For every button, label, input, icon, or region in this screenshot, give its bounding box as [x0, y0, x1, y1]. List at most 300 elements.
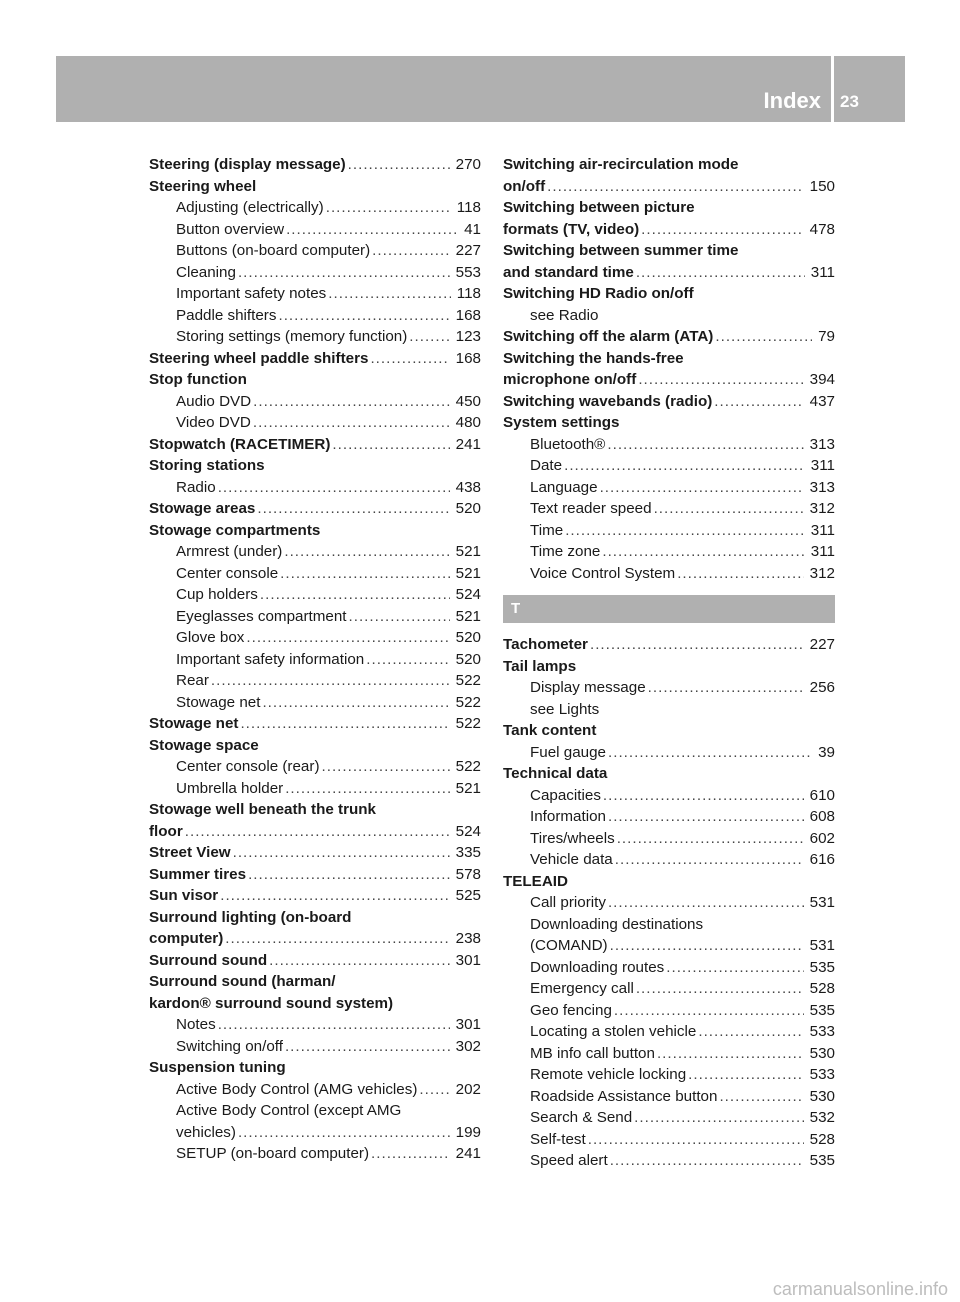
- page-ref: 450: [455, 392, 481, 410]
- dot-leader: [364, 649, 449, 671]
- index-group-t: [503, 634, 835, 1172]
- page-ref: 528: [809, 1130, 835, 1148]
- index-entry: [503, 720, 835, 742]
- index-term: Tachometer: [503, 636, 588, 653]
- index-entry: [503, 348, 835, 370]
- index-entry: [149, 477, 481, 499]
- index-entry: [149, 778, 481, 800]
- index-term: Fuel gauge: [530, 743, 606, 761]
- index-term: Stowage space: [149, 736, 259, 754]
- dot-leader: [284, 219, 458, 241]
- page-ref: 520: [455, 650, 481, 668]
- dot-leader: [636, 369, 803, 391]
- dot-leader: [608, 935, 804, 957]
- index-term: Summer tires: [149, 865, 247, 883]
- dot-leader: [283, 778, 449, 800]
- page-ref: 313: [809, 435, 835, 453]
- index-entry: [503, 1150, 835, 1172]
- index-entry: [503, 1064, 835, 1086]
- index-entry: [149, 1057, 481, 1079]
- dot-leader: [712, 391, 803, 413]
- index-entry: [503, 176, 835, 198]
- index-term: Downloading destinations: [530, 915, 704, 933]
- index-entry: [503, 455, 835, 477]
- index-term: Notes: [176, 1016, 216, 1033]
- page-ref: 610: [809, 786, 835, 804]
- index-entry: [149, 541, 481, 563]
- index-term: Time zone: [530, 543, 601, 560]
- index-term: System settings: [503, 414, 620, 431]
- page-ref: 311: [810, 263, 835, 281]
- page-ref: 608: [809, 808, 835, 825]
- page-ref: 578: [455, 865, 481, 883]
- page-ref: 521: [455, 564, 481, 582]
- index-entry: [503, 1021, 835, 1043]
- page-ref: 302: [455, 1037, 481, 1055]
- page-ref: 535: [809, 1152, 835, 1169]
- dot-leader: [615, 828, 804, 850]
- index-term: Geo fencing: [530, 1001, 612, 1019]
- page-ref: 522: [455, 693, 481, 711]
- page-ref: 312: [809, 564, 835, 582]
- index-entry: [503, 369, 835, 391]
- index-term: Center console (rear): [176, 758, 320, 775]
- page-ref: 530: [809, 1087, 835, 1105]
- dot-leader: [717, 1086, 803, 1108]
- dot-leader: [586, 1129, 804, 1151]
- index-entry: [149, 1122, 481, 1144]
- index-entry: [149, 1143, 481, 1165]
- index-entry: [149, 606, 481, 628]
- index-entry: [503, 634, 835, 656]
- index-term: Downloading routes: [530, 958, 665, 976]
- index-entry: [503, 197, 835, 219]
- dot-leader: [588, 634, 804, 656]
- index-term: Date: [530, 457, 563, 474]
- index-term: (COMAND): [530, 937, 608, 954]
- dot-leader: [246, 864, 450, 886]
- page-ref: 480: [455, 414, 481, 431]
- dot-leader: [613, 849, 804, 871]
- page-ref: 522: [455, 672, 481, 689]
- dot-leader: [368, 348, 449, 370]
- index-entry: [503, 849, 835, 871]
- index-term: Tank content: [503, 722, 597, 739]
- index-entry: [149, 283, 481, 305]
- index-term: Stopwatch (RACETIMER): [149, 435, 331, 453]
- index-entry: [503, 262, 835, 284]
- page-ref: 478: [809, 220, 835, 238]
- page-ref: 311: [810, 521, 835, 539]
- page-ref: 241: [455, 435, 481, 453]
- index-term: Radio: [176, 478, 216, 496]
- index-term: Self-test: [530, 1130, 586, 1148]
- index-term: Switching between picture: [503, 199, 695, 216]
- page-ref: 313: [809, 478, 835, 496]
- dot-leader: [608, 1150, 804, 1172]
- index-entry: [149, 993, 481, 1015]
- index-term: microphone on/off: [503, 371, 637, 388]
- dot-leader: [255, 498, 449, 520]
- index-term: Switching off the alarm (ATA): [503, 328, 714, 345]
- dot-leader: [238, 713, 449, 735]
- dot-leader: [251, 412, 450, 434]
- index-term: Suspension tuning: [149, 1059, 286, 1076]
- dot-leader: [282, 541, 449, 563]
- dot-leader: [236, 1122, 450, 1144]
- page-ref: 535: [809, 1001, 835, 1019]
- index-term: Storing stations: [149, 457, 265, 474]
- index-term: Time: [530, 521, 564, 539]
- index-term: floor: [149, 822, 183, 840]
- index-entry: [503, 978, 835, 1000]
- index-term: Switching HD Radio on/off: [503, 285, 694, 302]
- index-column-right: [503, 154, 835, 1172]
- index-term: Cleaning: [176, 263, 236, 281]
- dot-leader: [330, 434, 449, 456]
- index-entry: [149, 799, 481, 821]
- dot-leader: [370, 240, 449, 262]
- index-entry: [503, 391, 835, 413]
- dot-leader: [655, 1043, 804, 1065]
- index-term: Button overview: [176, 220, 285, 238]
- dot-leader: [407, 326, 449, 348]
- index-term: Surround lighting (on-board: [149, 908, 352, 926]
- index-term: Street View: [149, 844, 231, 861]
- page-ref: 521: [455, 607, 481, 625]
- index-entry: [503, 520, 835, 542]
- index-term: Technical data: [503, 765, 608, 782]
- dot-leader: [276, 305, 449, 327]
- index-entry: [149, 369, 481, 391]
- index-entry: [149, 756, 481, 778]
- dot-leader: [369, 1143, 450, 1165]
- dot-leader: [260, 692, 449, 714]
- index-entry: [149, 326, 481, 348]
- index-term: see Lights: [530, 700, 600, 718]
- index-term: SETUP (on-board computer): [176, 1145, 370, 1162]
- index-term: Stowage areas: [149, 500, 256, 517]
- dot-leader: [713, 326, 812, 348]
- page-ref: 335: [455, 844, 481, 861]
- index-term: Center console: [176, 564, 279, 582]
- index-term: Stop function: [149, 371, 247, 388]
- index-entry: [149, 627, 481, 649]
- index-term: Search & Send: [530, 1109, 633, 1126]
- dot-leader: [652, 498, 804, 520]
- dot-leader: [251, 391, 450, 413]
- index-entry: [503, 283, 835, 305]
- index-term: Text reader speed: [530, 500, 652, 517]
- index-entry: [149, 305, 481, 327]
- index-entry: [503, 412, 835, 434]
- index-entry: [149, 498, 481, 520]
- index-term: MB info call button: [530, 1044, 655, 1062]
- index-term: Call priority: [530, 894, 606, 911]
- index-entry: [149, 1100, 481, 1122]
- page-ref: 530: [809, 1044, 835, 1062]
- index-entry: [503, 1129, 835, 1151]
- index-term: Buttons (on-board computer): [176, 242, 371, 259]
- dot-leader: [258, 584, 450, 606]
- page-ref: 528: [809, 980, 835, 997]
- dot-leader: [600, 541, 804, 563]
- page-ref: 118: [456, 199, 481, 216]
- index-term: Capacities: [530, 786, 601, 804]
- dot-leader: [696, 1021, 803, 1043]
- index-entry: [503, 656, 835, 678]
- index-entry: [149, 821, 481, 843]
- index-term: Steering wheel paddle shifters: [149, 349, 369, 367]
- dot-leader: [218, 885, 449, 907]
- index-term: on/off: [503, 177, 546, 195]
- dot-leader: [326, 283, 451, 305]
- dot-leader: [686, 1064, 803, 1086]
- index-entry: [503, 914, 835, 936]
- dot-leader: [231, 842, 450, 864]
- index-term: Vehicle data: [530, 851, 613, 868]
- index-term: Display message: [530, 679, 646, 696]
- index-term: Switching wavebands (radio): [503, 392, 713, 410]
- index-entry: [149, 842, 481, 864]
- index-entry: [503, 785, 835, 807]
- index-term: and standard time: [503, 263, 634, 281]
- index-term: Tail lamps: [503, 657, 577, 675]
- page-ref: 241: [455, 1145, 481, 1162]
- page-ref: 270: [455, 156, 481, 173]
- index-entry: [503, 828, 835, 850]
- page-ref: 168: [455, 306, 481, 324]
- dot-leader: [646, 677, 804, 699]
- dot-leader: [347, 606, 450, 628]
- index-term: Glove box: [176, 629, 245, 646]
- page-ref: 227: [809, 636, 835, 653]
- index-term: Switching the hands-free: [503, 349, 684, 367]
- dot-leader: [278, 563, 450, 585]
- index-term: Switching air-recirculation mode: [503, 156, 739, 173]
- index-entry: [149, 584, 481, 606]
- page-ref: 39: [818, 743, 835, 761]
- index-term: TELEAID: [503, 872, 568, 890]
- dot-leader: [209, 670, 450, 692]
- page-ref: 150: [809, 177, 835, 195]
- index-term: Adjusting (electrically): [176, 199, 324, 216]
- index-term: Steering wheel: [149, 177, 257, 195]
- page-ref: 199: [455, 1123, 481, 1141]
- index-entry: [503, 699, 835, 721]
- dot-leader: [612, 1000, 804, 1022]
- watermark: carmanualsonline.info: [772, 1279, 948, 1299]
- page-ref: 531: [809, 937, 835, 954]
- page-ref: 553: [455, 263, 481, 281]
- page-ref: 312: [809, 500, 835, 517]
- index-entry: [503, 219, 835, 241]
- page-ref: 531: [809, 894, 835, 911]
- dot-leader: [606, 892, 804, 914]
- index-entry: [503, 892, 835, 914]
- dot-leader: [216, 477, 450, 499]
- index-group-s: [503, 154, 835, 584]
- index-term: Speed alert: [530, 1152, 608, 1169]
- page-ref: 524: [455, 586, 481, 603]
- index-term: Audio DVD: [176, 392, 252, 410]
- index-term: Rear: [176, 672, 209, 689]
- index-entry: [503, 477, 835, 499]
- page-ref: 311: [810, 543, 835, 560]
- page-ref: 524: [455, 822, 481, 840]
- dot-leader: [639, 219, 804, 241]
- index-entry: [149, 455, 481, 477]
- header-divider: [831, 56, 834, 122]
- index-entry: [149, 154, 481, 176]
- index-entry: [503, 763, 835, 785]
- page-ref: 238: [455, 930, 481, 947]
- dot-leader: [283, 1036, 450, 1058]
- page-ref: 535: [809, 958, 835, 976]
- page-ref: 525: [455, 887, 481, 904]
- index-term: Active Body Control (except AMG: [176, 1102, 402, 1119]
- index-entry: [503, 1043, 835, 1065]
- index-term: formats (TV, video): [503, 220, 640, 238]
- dot-leader: [417, 1079, 449, 1101]
- page-ref: 168: [455, 349, 481, 367]
- index-term: Storing settings (memory function): [176, 328, 408, 345]
- index-entry: [503, 935, 835, 957]
- dot-leader: [545, 176, 803, 198]
- index-term: Video DVD: [176, 414, 251, 431]
- index-term: Remote vehicle locking: [530, 1066, 687, 1083]
- index-entry: [149, 1079, 481, 1101]
- page-ref: 533: [809, 1023, 835, 1040]
- page-ref: 301: [455, 951, 481, 969]
- page-ref: 533: [809, 1066, 835, 1083]
- index-entry: [149, 713, 481, 735]
- dot-leader: [598, 477, 804, 499]
- page-ref: 301: [455, 1016, 481, 1033]
- index-entry: [149, 692, 481, 714]
- index-term: Important safety information: [176, 650, 365, 668]
- index-entry: [149, 262, 481, 284]
- index-term: Bluetooth®: [530, 435, 606, 453]
- index-entry: [149, 1036, 481, 1058]
- dot-leader: [320, 756, 450, 778]
- index-entry: [149, 348, 481, 370]
- index-term: vehicles): [176, 1123, 236, 1141]
- page-ref: 437: [809, 392, 835, 410]
- page-ref: 522: [455, 715, 481, 732]
- page-ref: 79: [818, 328, 835, 345]
- index-term: Important safety notes: [176, 285, 327, 302]
- index-term: Sun visor: [149, 887, 219, 904]
- page-number: 23: [840, 92, 859, 111]
- index-term: Roadside Assistance button: [530, 1087, 718, 1105]
- dot-leader: [634, 978, 804, 1000]
- page-ref: 521: [455, 543, 481, 560]
- index-entry: [503, 1107, 835, 1129]
- dot-leader: [606, 806, 804, 828]
- index-term: Umbrella holder: [176, 779, 284, 797]
- index-term: see Radio: [530, 306, 599, 324]
- index-term: Stowage well beneath the trunk: [149, 801, 377, 818]
- index-term: Surround sound (harman/: [149, 973, 336, 990]
- dot-leader: [563, 520, 805, 542]
- index-entry: [503, 305, 835, 327]
- index-term: computer): [149, 930, 224, 947]
- index-entry: [149, 670, 481, 692]
- index-entry: [149, 864, 481, 886]
- index-term: Paddle shifters: [176, 306, 277, 324]
- index-term: Locating a stolen vehicle: [530, 1023, 697, 1040]
- dot-leader: [664, 957, 803, 979]
- index-term: Cup holders: [176, 586, 258, 603]
- dot-leader: [675, 563, 803, 585]
- index-entry: [149, 950, 481, 972]
- index-entry: [503, 541, 835, 563]
- index-entry: [503, 154, 835, 176]
- dot-leader: [223, 928, 449, 950]
- index-term: Tires/wheels: [530, 829, 615, 847]
- index-term: Armrest (under): [176, 543, 283, 560]
- page-ref: 202: [455, 1080, 481, 1098]
- index-term: Emergency call: [530, 980, 634, 997]
- index-entry: [149, 885, 481, 907]
- dot-leader: [236, 262, 450, 284]
- index-column-left: [149, 154, 481, 1165]
- index-entry: [503, 742, 835, 764]
- page-ref: 227: [455, 242, 481, 259]
- page-ref: 602: [809, 829, 835, 847]
- index-term: Steering (display message): [149, 156, 346, 173]
- index-entry: [149, 735, 481, 757]
- page-ref: 522: [455, 758, 481, 775]
- index-entry: [149, 563, 481, 585]
- index-entry: [149, 240, 481, 262]
- index-entry: [149, 907, 481, 929]
- index-entry: [503, 1086, 835, 1108]
- page-ref: 616: [809, 851, 835, 868]
- index-entry: [503, 498, 835, 520]
- page-ref: 521: [455, 779, 481, 797]
- page-ref: 520: [455, 629, 481, 646]
- index-entry: [149, 412, 481, 434]
- page-ref: 118: [456, 285, 481, 302]
- index-entry: [503, 677, 835, 699]
- index-term: Language: [530, 478, 598, 496]
- index-entry: [149, 520, 481, 542]
- page-ref: 394: [809, 371, 835, 388]
- index-entry: [503, 563, 835, 585]
- index-entry: [149, 1014, 481, 1036]
- index-entry: [503, 806, 835, 828]
- dot-leader: [634, 262, 805, 284]
- dot-leader: [601, 785, 804, 807]
- index-entry: [149, 219, 481, 241]
- dot-leader: [183, 821, 450, 843]
- dot-leader: [562, 455, 805, 477]
- page-ref: 520: [455, 500, 481, 517]
- index-term: Eyeglasses compartment: [176, 607, 347, 625]
- index-term: Switching on/off: [176, 1037, 283, 1055]
- dot-leader: [244, 627, 449, 649]
- index-entry: [149, 391, 481, 413]
- index-term: Information: [530, 808, 606, 825]
- page-header: [56, 56, 905, 122]
- dot-leader: [324, 197, 451, 219]
- index-entry: [503, 326, 835, 348]
- page-ref: 532: [809, 1109, 835, 1126]
- dot-leader: [346, 154, 450, 176]
- index-term: Active Body Control (AMG vehicles): [176, 1080, 418, 1098]
